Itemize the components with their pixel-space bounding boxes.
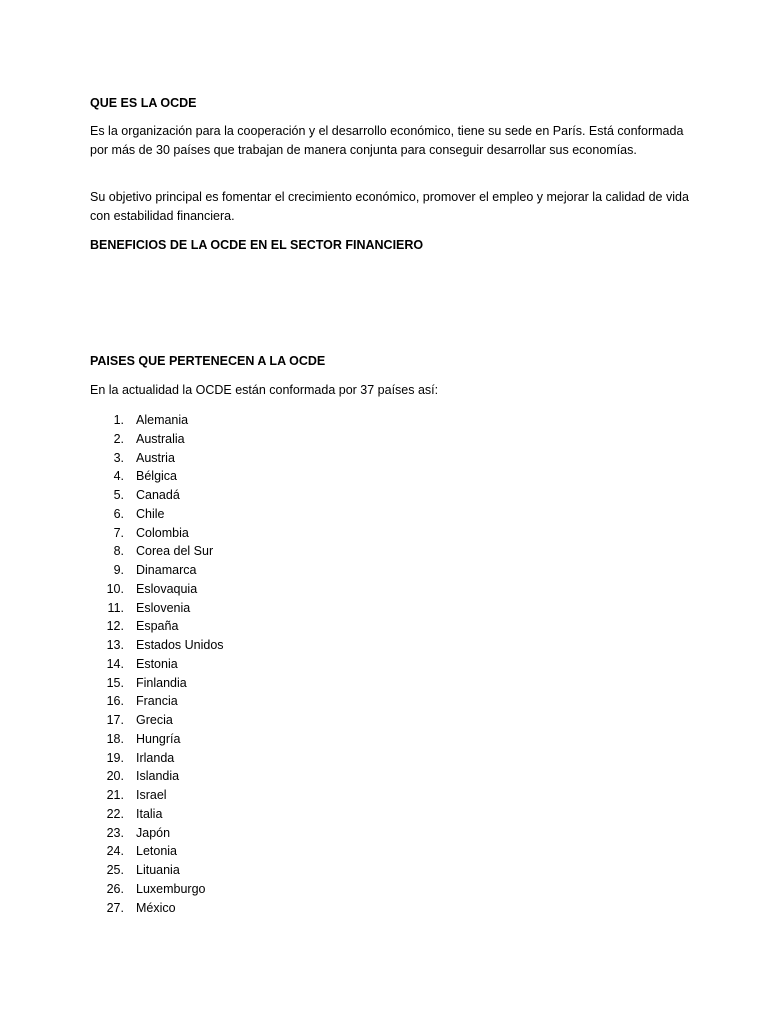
list-item-country: Francia — [136, 694, 178, 709]
list-item-number: 15. — [106, 675, 124, 690]
list-item-country: Luxemburgo — [136, 881, 206, 896]
section-heading-beneficios: BENEFICIOS DE LA OCDE EN EL SECTOR FINANCIERO — [90, 238, 424, 252]
list-item-number: 17. — [106, 713, 124, 727]
list-item — [90, 805, 390, 824]
list-item — [90, 655, 390, 674]
list-item — [90, 430, 390, 449]
list-item-number: 11. — [107, 600, 124, 615]
list-item — [90, 842, 390, 861]
list-item-country: México — [136, 900, 176, 915]
list-item-number: 14. — [106, 656, 124, 671]
list-item — [90, 824, 390, 843]
list-item-number: 1. — [113, 413, 124, 427]
list-item — [90, 486, 390, 505]
list-item-number: 10. — [106, 581, 124, 596]
list-item-country: Italia — [136, 806, 163, 821]
intro-paragraph: Es la organización para la cooperación y el desarrollo económico, tiene su sede en París. Está conformada por más de 30 países que trabajan de manera conjunta para conseguir desarrollar sus economías. — [90, 124, 684, 157]
list-item — [90, 749, 390, 768]
list-item-number: 26. — [106, 881, 124, 896]
section-heading-que-es: QUE ES LA OCDE — [90, 96, 197, 110]
list-item-country: Israel — [136, 788, 167, 802]
list-item-country: Bélgica — [136, 469, 177, 484]
list-item-number: 7. — [113, 525, 124, 540]
list-item-number: 19. — [106, 750, 124, 765]
list-item-number: 18. — [106, 731, 124, 746]
list-item-country: Corea del Sur — [136, 544, 214, 559]
section-heading-paises: PAISES QUE PERTENECEN A LA OCDE — [90, 354, 326, 368]
list-item-number: 24. — [106, 844, 124, 859]
list-item — [90, 617, 390, 636]
list-item — [90, 505, 390, 524]
list-item — [90, 880, 390, 899]
list-item-country: Canadá — [136, 488, 180, 502]
objective-paragraph: Su objetivo principal es fomentar el crecimiento económico, promover el empleo y mejorar la calidad de vida con estabilidad financiera. — [90, 190, 689, 223]
list-item-number: 23. — [106, 825, 124, 840]
list-item-country: Lituania — [136, 863, 180, 877]
list-item-number: 5. — [113, 488, 124, 502]
list-item-number: 2. — [113, 431, 124, 446]
list-item — [90, 580, 390, 599]
list-item — [90, 411, 390, 430]
list-item-number: 16. — [106, 694, 124, 709]
list-item — [90, 861, 390, 880]
list-item-number: 13. — [106, 638, 124, 652]
list-item-number: 8. — [113, 544, 124, 559]
list-item — [90, 449, 390, 468]
list-item-number: 25. — [106, 863, 124, 877]
list-item-country: Hungría — [136, 731, 181, 746]
list-item — [90, 524, 390, 543]
list-item — [90, 636, 390, 655]
list-item-number: 27. — [106, 900, 124, 915]
list-item-country: Eslovaquia — [136, 581, 198, 596]
list-item-country: Japón — [136, 825, 171, 840]
list-item-country: Estonia — [136, 656, 178, 671]
list-item — [90, 692, 390, 711]
list-item-number: 21. — [106, 788, 124, 802]
country-list — [90, 411, 390, 917]
list-item-country: Islandia — [136, 769, 180, 784]
list-item-country: Eslovenia — [136, 600, 191, 615]
list-item — [90, 561, 390, 580]
list-item-number: 20. — [106, 769, 124, 784]
list-item-country: Estados Unidos — [136, 638, 224, 652]
list-item-country: España — [136, 619, 179, 634]
list-item-country: Dinamarca — [136, 563, 197, 577]
list-item — [90, 767, 390, 786]
list-item — [90, 674, 390, 693]
list-item — [90, 786, 390, 805]
list-item-country: Chile — [136, 506, 165, 521]
countries-intro-paragraph: En la actualidad la OCDE están conformada por 37 países así: — [90, 383, 439, 397]
list-item-number: 4. — [113, 469, 124, 484]
list-item — [90, 542, 390, 561]
list-item-number: 6. — [113, 506, 124, 521]
list-item-country: Alemania — [136, 413, 189, 427]
list-item — [90, 599, 390, 618]
list-item — [90, 730, 390, 749]
list-item-country: Irlanda — [136, 750, 175, 765]
list-item — [90, 711, 390, 730]
list-item-country: Letonia — [136, 844, 178, 859]
list-item — [90, 899, 390, 918]
list-item-number: 3. — [113, 450, 124, 465]
list-item-number: 9. — [113, 563, 124, 577]
list-item-country: Colombia — [136, 525, 189, 540]
list-item-number: 22. — [106, 806, 124, 821]
list-item-country: Finlandia — [136, 675, 187, 690]
list-item-country: Austria — [136, 450, 175, 465]
list-item-country: Grecia — [136, 713, 173, 727]
list-item — [90, 467, 390, 486]
list-item-number: 12. — [106, 619, 124, 634]
list-item-country: Australia — [136, 431, 185, 446]
